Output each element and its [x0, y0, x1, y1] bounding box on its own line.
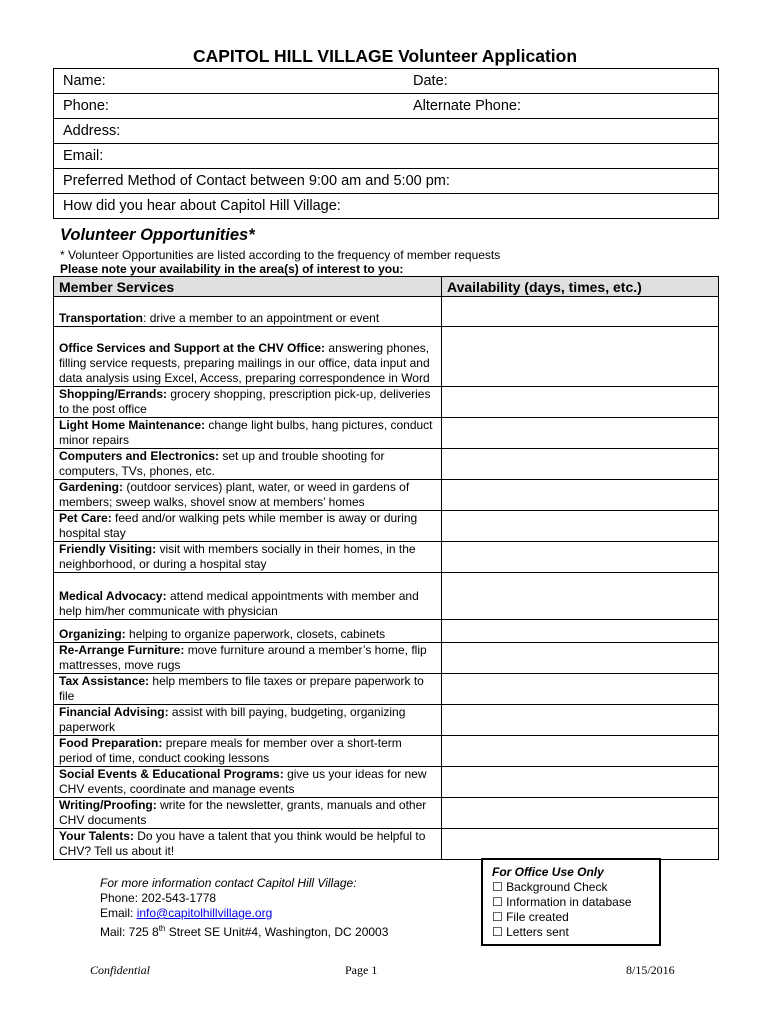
service-detail: help members to file taxes or prepare paperwork to file [59, 674, 424, 703]
mail-prefix: Mail: 725 8 [100, 925, 159, 939]
availability-input-cell[interactable] [442, 829, 719, 860]
address-field[interactable] [54, 119, 719, 144]
service-description [54, 767, 442, 798]
service-description [54, 480, 442, 511]
availability-input-cell[interactable] [442, 387, 719, 418]
table-row [54, 327, 719, 387]
service-description [54, 736, 442, 767]
table-row [54, 620, 719, 643]
how-hear-field[interactable] [54, 194, 719, 219]
service-title: Financial Advising: [59, 705, 169, 719]
table-row [54, 829, 719, 860]
service-detail: attend medical appointments with member and help him/her communicate with physician [59, 589, 419, 618]
availability-input-cell[interactable] [442, 798, 719, 829]
service-detail: feed and/or walking pets while member is away or during hospital stay [59, 511, 418, 540]
service-description [54, 449, 442, 480]
service-detail: (outdoor services) plant, water, or weed in gardens of members; sweep walks, shovel snow at members’ homes [59, 480, 410, 509]
mail-suffix: Street SE Unit#4, Washington, DC 20003 [165, 925, 389, 939]
service-detail: drive a member to an appointment or event [149, 311, 380, 325]
table-row [54, 643, 719, 674]
checkbox-file-created[interactable]: ☐ File created [492, 910, 569, 924]
email-field-label: Email: [63, 148, 104, 164]
service-title: Light Home Maintenance: [59, 418, 206, 432]
checkbox-background-check[interactable]: ☐ Background Check [492, 880, 608, 894]
opportunities-heading: Volunteer Opportunities* [60, 226, 255, 244]
service-detail: move furniture around a member’s home, flip mattresses, move rugs [59, 643, 427, 672]
table-row [54, 573, 719, 620]
availability-input-cell[interactable] [442, 643, 719, 674]
availability-input-cell[interactable] [442, 327, 719, 387]
contact-info-block [100, 876, 388, 940]
service-description [54, 705, 442, 736]
checkbox-letters-sent[interactable]: ☐ Letters sent [492, 925, 569, 939]
table-row [54, 542, 719, 573]
alt-phone-field-label: Alternate Phone: [413, 98, 522, 114]
availability-input-cell[interactable] [442, 674, 719, 705]
address-field-label: Address: [63, 123, 121, 139]
opportunities-note: * Volunteer Opportunities are listed according to the frequency of member requests [60, 248, 501, 262]
availability-input-cell[interactable] [442, 297, 719, 327]
service-description [54, 674, 442, 705]
office-use-heading: For Office Use Only [492, 865, 604, 879]
phone-field-label: Phone: [63, 98, 109, 114]
service-detail: give us your ideas for new CHV events, coordinate and manage events [59, 767, 427, 796]
service-title: Organizing: [59, 627, 126, 641]
name-field-label: Name: [63, 73, 106, 89]
service-title: Writing/Proofing: [59, 798, 157, 812]
service-detail: assist with bill paying, budgeting, organizing paperwork [59, 705, 406, 734]
service-title: Social Events & Educational Programs: [59, 767, 284, 781]
footer-date: 8/15/2016 [626, 963, 675, 977]
name-date-row[interactable] [54, 69, 719, 94]
service-description [54, 643, 442, 674]
mail-superscript: th [158, 924, 166, 933]
phone-row[interactable] [54, 94, 719, 119]
service-description [54, 327, 442, 387]
service-title: Gardening: [59, 480, 124, 494]
availability-input-cell[interactable] [442, 620, 719, 643]
preferred-contact-field[interactable] [54, 169, 719, 194]
service-title: Your Talents: [59, 829, 134, 843]
preferred-contact-label: Preferred Method of Contact between 9:00 am and 5:00 pm: [63, 173, 450, 189]
service-title: Food Preparation: [59, 736, 163, 750]
service-detail: helping to organize paperwork, closets, cabinets [129, 627, 386, 641]
table-row [54, 767, 719, 798]
table-row [54, 449, 719, 480]
availability-input-cell[interactable] [442, 767, 719, 798]
service-description [54, 542, 442, 573]
service-detail: Do you have a talent that you think would be helpful to CHV? Tell us about it! [59, 829, 426, 858]
availability-input-cell[interactable] [442, 418, 719, 449]
service-separator: : [143, 311, 150, 325]
member-services-table [53, 276, 719, 860]
availability-input-cell[interactable] [442, 542, 719, 573]
table-row [54, 705, 719, 736]
service-detail: grocery shopping, prescription pick-up, deliveries to the post office [59, 387, 431, 416]
page-title: CAPITOL HILL VILLAGE Volunteer Application [192, 46, 578, 66]
contact-email-label: Email: [100, 906, 137, 920]
service-description [54, 798, 442, 829]
service-detail: change light bulbs, hang pictures, conduct minor repairs [59, 418, 433, 447]
service-description [54, 387, 442, 418]
footer-page-number: Page 1 [345, 963, 378, 977]
contact-intro: For more information contact Capitol Hill Village: [100, 876, 357, 890]
table-row [54, 736, 719, 767]
availability-header: Availability (days, times, etc.) [442, 277, 719, 297]
service-detail: visit with members socially in their homes, in the neighborhood, or during a hospital stay [59, 542, 416, 571]
table-row [54, 418, 719, 449]
service-title: Tax Assistance: [59, 674, 150, 688]
service-description [54, 297, 442, 327]
contact-email-link[interactable]: info@capitolhillvillage.org [136, 906, 273, 920]
service-title: Office Services and Support at the CHV Office: [59, 341, 326, 355]
availability-input-cell[interactable] [442, 480, 719, 511]
availability-input-cell[interactable] [442, 705, 719, 736]
how-hear-label: How did you hear about Capitol Hill Village: [63, 198, 341, 214]
service-description [54, 511, 442, 542]
availability-instruction: Please note your availability in the area(s) of interest to you: [60, 262, 404, 276]
contact-mail [100, 921, 388, 940]
contact-email-line [100, 906, 388, 921]
service-title: Re-Arrange Furniture: [59, 643, 185, 657]
table-row [54, 511, 719, 542]
service-description [54, 573, 442, 620]
service-description [54, 620, 442, 643]
availability-input-cell[interactable] [442, 449, 719, 480]
table-row [54, 297, 719, 327]
service-detail: write for the newsletter, grants, manuals and other CHV documents [59, 798, 427, 827]
table-row [54, 798, 719, 829]
service-detail: set up and trouble shooting for computers, TVs, phones, etc. [59, 449, 385, 478]
service-title: Shopping/Errands: [59, 387, 167, 401]
member-services-header: Member Services [54, 277, 442, 297]
email-field[interactable] [54, 144, 719, 169]
footer-confidential: Confidential [90, 963, 150, 977]
table-row [54, 674, 719, 705]
service-title: Pet Care: [59, 511, 112, 525]
office-use-box [481, 858, 661, 946]
table-row [54, 480, 719, 511]
service-detail: prepare meals for member over a short-term period of time, conduct cooking lessons [59, 736, 402, 765]
availability-input-cell[interactable] [442, 573, 719, 620]
contact-info-table [53, 68, 719, 219]
service-detail: answering phones, filling service requests, preparing mailings in our office, data input and data analysis using Excel, Access, preparing correspondence in Word [59, 341, 430, 385]
date-field-label: Date: [413, 73, 448, 89]
table-row [54, 387, 719, 418]
contact-phone: Phone: 202-543-1778 [100, 891, 217, 905]
checkbox-info-in-database[interactable]: ☐ Information in database [492, 895, 632, 909]
availability-input-cell[interactable] [442, 511, 719, 542]
service-title: Medical Advocacy: [59, 589, 167, 603]
service-description [54, 829, 442, 860]
service-title: Computers and Electronics: [59, 449, 220, 463]
availability-input-cell[interactable] [442, 736, 719, 767]
service-title: Friendly Visiting: [59, 542, 157, 556]
service-title: Transportation [59, 311, 144, 325]
service-description [54, 418, 442, 449]
